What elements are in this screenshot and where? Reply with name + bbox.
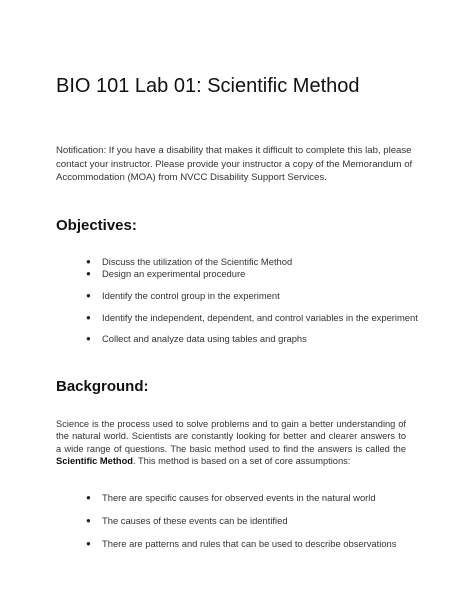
background-paragraph-text: Science is the process used to solve problems and to gain a better understanding of the natural world. Scientists are constantly looking for better and clearer answers to a wide range of questions. The basic method used to find the answers is called the — [56, 419, 406, 454]
background-paragraph-text-end: . This method is based on a set of core assumptions: — [132, 456, 351, 467]
assumption-item-text: The causes of these events can be identified — [102, 515, 288, 526]
bullet-icon: ● — [86, 269, 91, 278]
scientific-method-term: Scientific Method — [56, 456, 133, 467]
background-paragraph — [56, 418, 406, 468]
objective-item-text: Discuss the utilization of the Scientific Method — [102, 256, 293, 267]
objective-item-text: Identify the independent, dependent, and control variables in the experiment — [102, 312, 418, 323]
assumption-item-text: There are specific causes for observed events in the natural world — [102, 492, 376, 503]
background-heading: Background: — [56, 378, 149, 395]
objective-item-text: Design an experimental procedure — [102, 268, 246, 279]
bullet-icon: ● — [86, 291, 91, 300]
objective-item-text: Collect and analyze data using tables and graphs — [102, 333, 307, 344]
bullet-icon: ● — [86, 493, 91, 502]
bullet-icon: ● — [86, 539, 91, 548]
bullet-icon: ● — [86, 516, 91, 525]
objectives-heading: Objectives: — [56, 217, 137, 234]
bullet-icon: ● — [86, 334, 91, 343]
bullet-icon: ● — [86, 313, 91, 322]
disability-notification: Notification: If you have a disability that makes it difficult to complete this lab, please contact your instructor. Please provide your instructor a copy of the Memorandum of Accommodation (MOA) from NVCC Disability Support Services. — [56, 145, 413, 183]
document-title: BIO 101 Lab 01: Scientific Method — [56, 75, 360, 97]
objective-item-text: Identify the control group in the experiment — [102, 290, 280, 301]
bullet-icon: ● — [86, 257, 91, 266]
assumption-item-text: There are patterns and rules that can be used to describe observations — [102, 538, 397, 549]
